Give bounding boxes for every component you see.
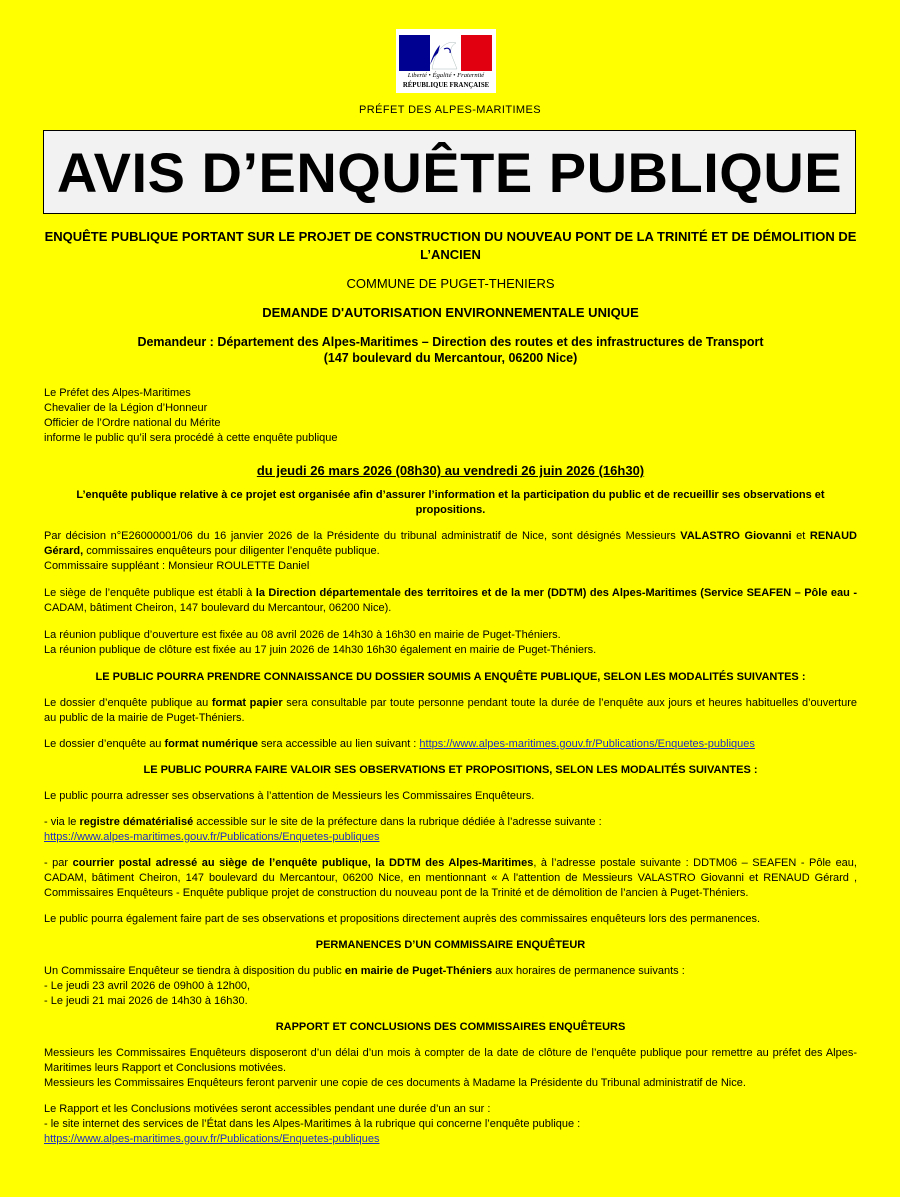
logo-motto: Liberté • Égalité • Fraternité (407, 72, 485, 79)
commune: COMMUNE DE PUGET-THENIERS (346, 276, 555, 291)
page-title: AVIS D’ENQUÊTE PUBLIQUE (56, 140, 843, 204)
format-papier: Le dossier d’enquête publique au format papier sera consultable par toute personne pendant toute la durée de l’enquête aux jours et heures habituelles d’ouverture au public de la mairie de Puget-Théniers. (44, 697, 857, 724)
reunions (44, 628, 857, 658)
prefet-line: Le Préfet des Alpes-Maritimes (44, 387, 191, 399)
reunion-cloture: La réunion publique de clôture est fixée au 17 juin 2026 de 14h30 16h30 également en mairie de Puget-Théniers. (44, 644, 597, 656)
demandeur-line1: Demandeur : Département des Alpes-Maritimes – Direction des routes et des infrastructures de Transport (137, 335, 764, 349)
conclusions-item: - le site internet des services de l’État dans les Alpes-Maritimes à la rubrique qui concerne l’enquête publique : (44, 1118, 581, 1130)
prefet-line: Officier de l’Ordre national du Mérite (44, 417, 221, 429)
demandeur (44, 334, 857, 366)
commissaire-2: RENAUD Gérard, (44, 530, 857, 557)
prefet-block (44, 386, 857, 446)
prefet-header: PRÉFET DES ALPES-MARITIMES (359, 104, 541, 116)
commissaire-1: VALASTRO Giovanni (680, 530, 792, 542)
permanences-note: Le public pourra également faire part de ses observations et propositions directement auprès des commissaires enquêteurs lors des permanences. (44, 913, 760, 925)
demandeur-line2: (147 boulevard du Mercantour, 06200 Nice) (323, 351, 578, 365)
courrier-postal: - par courrier postal adressé au siège de l’enquête publique, la DDTM des Alpes-Maritimes, à l’adresse postale suivante : DDTM06 – SEAFEN - Pôle eau, CADAM, bâtiment Cheiron, 147 boulevard du Mercantour, 06200 Nice, en mentionnant « A l'attention de Messieurs VALASTRO Giovanni et RENAUD Gérard , Commissaires Enquêteurs - Enquête publique projet de construction du nouveau pont de la Trinité et de démolition de l’ancien à Puget-Théniers. (44, 857, 857, 899)
dossier-link[interactable]: https://www.alpes-maritimes.gouv.fr/Publications/Enquetes-publiques (419, 738, 755, 750)
prefet-line: Chevalier de la Légion d’Honneur (44, 402, 208, 414)
title-box (43, 130, 856, 214)
heading-permanences: PERMANENCES D’UN COMMISSAIRE ENQUÊTEUR (315, 939, 586, 951)
suppleant: Commissaire suppléant : Monsieur ROULETTE Daniel (44, 560, 310, 572)
purpose: L’enquête publique relative à ce projet est organisée afin d’assurer l’information et la participation du public et de recueillir ses observations et propositions. (76, 489, 825, 516)
heading-connaissance: LE PUBLIC POURRA PRENDRE CONNAISSANCE DU DOSSIER SOUMIS A ENQUÊTE PUBLIQUE, SELON LES MODALITÉS SUIVANTES : (95, 671, 806, 683)
heading-rapport: RAPPORT ET CONCLUSIONS DES COMMISSAIRES ENQUÊTEURS (275, 1021, 626, 1033)
decision: Par décision n°E26000001/06 du 16 janvier 2026 de la Présidente du tribunal administratif de Nice, sont désignés Messieurs VALASTRO Giovanni et RENAUD Gérard, commissaires enquêteurs pour diligenter l’enquête publique. (44, 530, 857, 557)
logo-republique: RÉPUBLIQUE FRANÇAISE (402, 82, 490, 89)
subject-heading: ENQUÊTE PUBLIQUE PORTANT SUR LE PROJET DE CONSTRUCTION DU NOUVEAU PONT DE LA TRINITÉ ET DE DÉMOLITION DE L’ANCIEN (44, 229, 857, 262)
registre-link[interactable]: https://www.alpes-maritimes.gouv.fr/Publications/Enquetes-publiques (44, 831, 380, 843)
format-numerique: Le dossier d’enquête au format numérique sera accessible au lien suivant : https://www.alpes-maritimes.gouv.fr/Publications/Enquetes-publiques (44, 738, 755, 750)
conclusions-link[interactable]: https://www.alpes-maritimes.gouv.fr/Publications/Enquetes-publiques (44, 1133, 380, 1145)
republique-francaise-logo (396, 29, 496, 93)
prefet-line: informe le public qu’il sera procédé à cette enquête publique (44, 432, 338, 444)
rapport-copie: Messieurs les Commissaires Enquêteurs feront parvenir une copie de ces documents à Madame la Présidente du Tribunal administratif de Nice. (44, 1077, 746, 1089)
rapport-delai: Messieurs les Commissaires Enquêteurs disposeront d’un délai d’un mois à compter de la date de clôture de l’enquête publique pour remettre au préfet des Alpes-Maritimes leurs Rapport et Conclusions motivées. (44, 1047, 857, 1074)
registre-dematerialise: - via le registre dématérialisé accessible sur le site de la préfecture dans la rubrique dédiée à l’adresse suivante : https://www.alpes-maritimes.gouv.fr/Publications/Enquetes-publiques (44, 816, 602, 843)
heading-observations: LE PUBLIC POURRA FAIRE VALOIR SES OBSERVATIONS ET PROPOSITIONS, SELON LES MODALITÉS SUIVANTES : (143, 764, 758, 776)
reunion-ouverture: La réunion publique d’ouverture est fixée au 08 avril 2026 de 14h30 à 16h30 en mairie de Puget-Théniers. (44, 629, 561, 641)
permanence-item: - Le jeudi 23 avril 2026 de 09h00 à 12h00, (44, 980, 251, 992)
conclusions-intro: Le Rapport et les Conclusions motivées seront accessibles pendant une durée d’un an sur : (44, 1103, 491, 1115)
ddae-heading: DEMANDE D'AUTORISATION ENVIRONNEMENTALE UNIQUE (262, 305, 639, 320)
permanence-item: - Le jeudi 21 mai 2026 de 14h30 à 16h30. (44, 995, 248, 1007)
enquete-dates: du jeudi 26 mars 2026 (08h30) au vendredi 26 juin 2026 (16h30) (256, 463, 645, 478)
notice-body (44, 228, 857, 1147)
siege: Le siège de l’enquête publique est établi à la Direction départementale des territoires et de la mer (DDTM) des Alpes-Maritimes (Service SEAFEN – Pôle eau - CADAM, bâtiment Cheiron, 147 boulevard du Mercantour, 06200 Nice). (44, 587, 857, 614)
marianne-icon (424, 35, 464, 71)
permanences: Un Commissaire Enquêteur se tiendra à disposition du public en mairie de Puget-Théniers aux horaires de permanence suivants : - Le jeudi 23 avril 2026 de 09h00 à 12h00, - Le jeudi 21 mai 2026 de 14h30 à 16h30. (44, 964, 857, 1009)
observations-intro: Le public pourra adresser ses observations à l’attention de Messieurs les Commissaires Enquêteurs. (44, 790, 535, 802)
rapport (44, 1046, 857, 1091)
conclusions (44, 1102, 857, 1147)
